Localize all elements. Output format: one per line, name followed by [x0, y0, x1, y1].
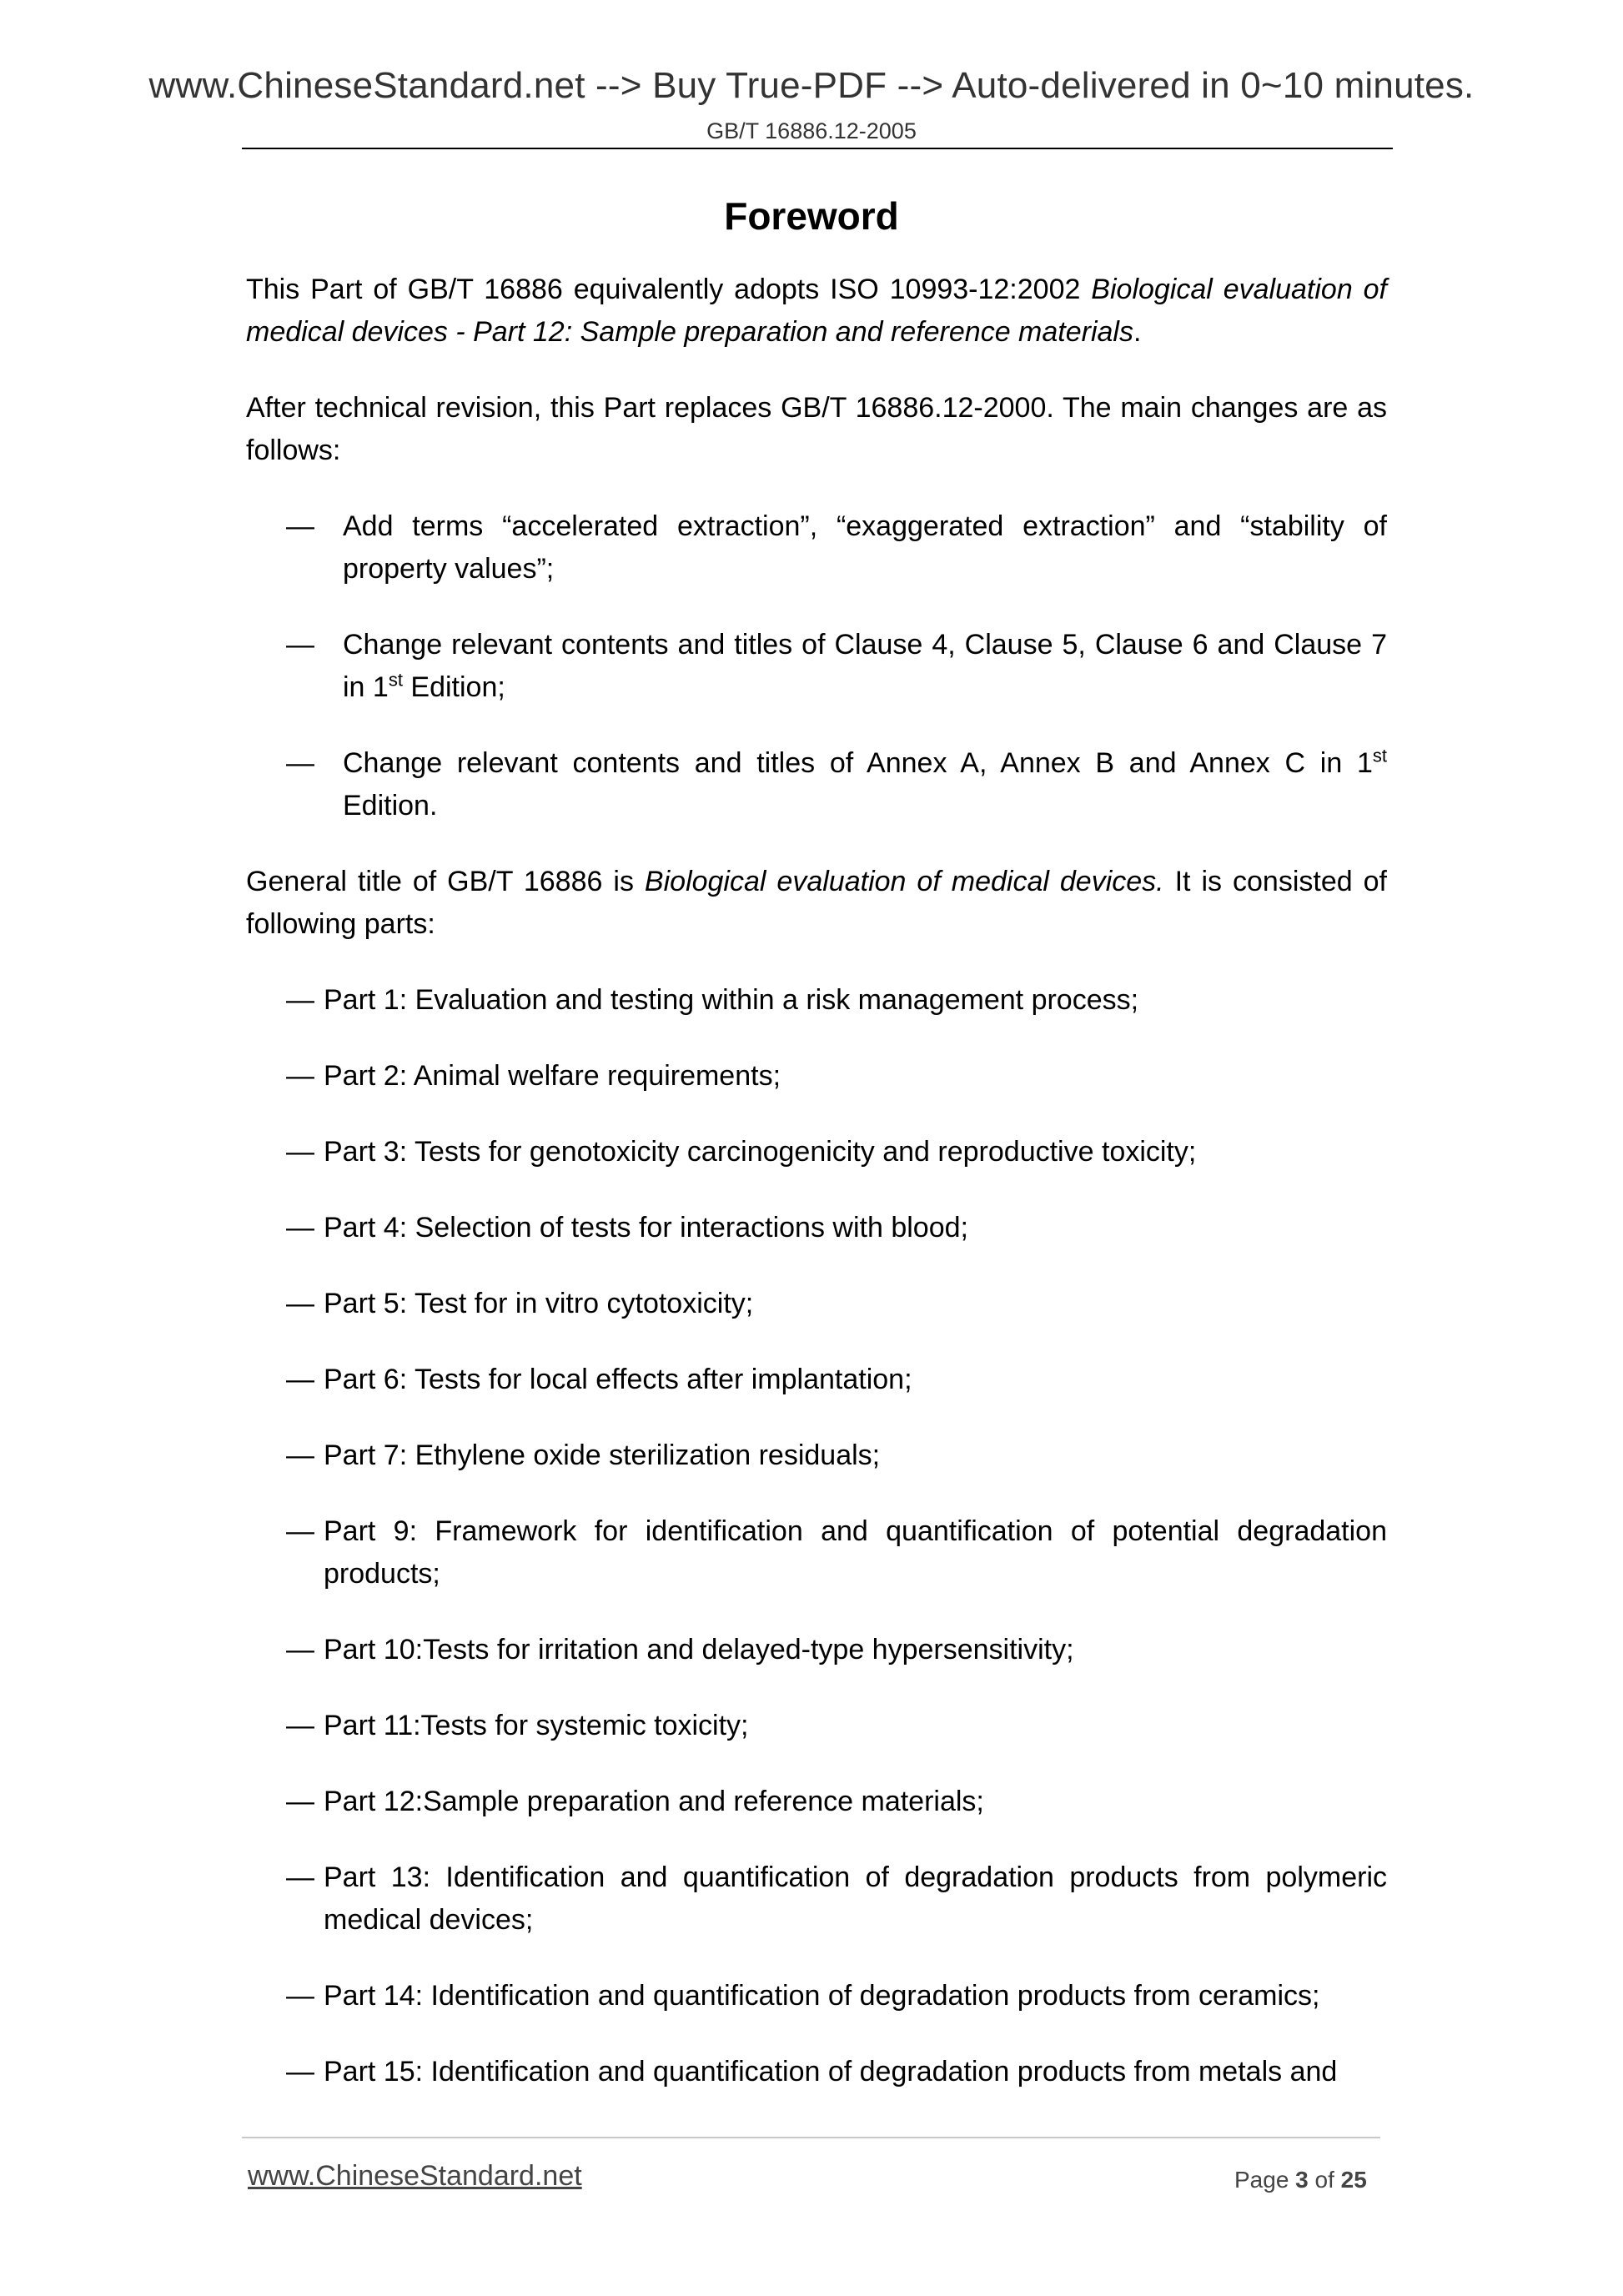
intro-paragraph-1: This Part of GB/T 16886 equivalently adopts ISO 10993-12:2002 Biological evaluation of medical devices - Part 12: Sample preparation and reference materials. [246, 274, 1387, 348]
footer-site-link[interactable]: www.ChineseStandard.net [248, 2160, 582, 2192]
part-list-item: — Part 10:Tests for irritation and delayed-type hypersensitivity; [246, 1629, 1387, 1671]
dash-bullet: — [286, 510, 314, 542]
dash-bullet: — [286, 1861, 314, 1893]
page-number: Page 3 of 25 [1234, 2167, 1367, 2193]
dash-bullet: — [286, 2056, 314, 2088]
dash-bullet: — [286, 747, 314, 779]
part-list-item: — Part 14: Identification and quantification of degradation products from ceramics; [246, 1975, 1387, 2017]
part-list-item: — Part 13: Identification and quantification of degradation products from polymeric medical devices; [246, 1856, 1387, 1942]
dash-bullet: — [286, 1288, 314, 1319]
dash-bullet: — [286, 1364, 314, 1395]
standard-code: GB/T 16886.12-2005 [706, 118, 917, 143]
part-list-item: — Part 7: Ethylene oxide sterilization residuals; [246, 1434, 1387, 1477]
dash-bullet: — [286, 1786, 314, 1817]
dash-bullet: — [286, 1060, 314, 1092]
part-list-item: — Part 12:Sample preparation and reference materials; [246, 1781, 1387, 1823]
series-title: Biological evaluation of medical devices. [644, 866, 1164, 897]
part-list-item: — Part 2: Animal welfare requirements; [246, 1055, 1387, 1098]
part-list-item: — Part 5: Test for in vitro cytotoxicity; [246, 1283, 1387, 1325]
dash-bullet: — [286, 1980, 314, 2012]
dash-bullet: — [286, 1515, 314, 1547]
dash-bullet: — [286, 1136, 314, 1168]
total-pages: 25 [1340, 2167, 1367, 2193]
part-list-item: — Part 9: Framework for identification and quantification of potential degradation products; [246, 1510, 1387, 1595]
dash-bullet: — [286, 1212, 314, 1243]
change-list-item: — Change relevant contents and titles of Annex A, Annex B and Annex C in 1st Edition. [246, 742, 1387, 827]
change-list-item: — Change relevant contents and titles of Clause 4, Clause 5, Clause 6 and Clause 7 in 1st Edition; [246, 624, 1387, 709]
part-list-item: — Part 1: Evaluation and testing within a risk management process; [246, 979, 1387, 1022]
header-divider [242, 148, 1393, 149]
site-banner: www.ChineseStandard.net --> Buy True-PDF --> Auto-delivered in 0~10 minutes. [148, 65, 1475, 106]
part-list-item: — Part 4: Selection of tests for interactions with blood; [246, 1207, 1387, 1249]
intro-paragraph-2: After technical revision, this Part replaces GB/T 16886.12-2000. The main changes are as follows: [246, 392, 1387, 466]
footer-divider [242, 2137, 1380, 2138]
part-list-item: — Part 15: Identification and quantification of degradation products from metals and [246, 2051, 1387, 2093]
part-list-item: — Part 11:Tests for systemic toxicity; [246, 1705, 1387, 1747]
dash-bullet: — [286, 1439, 314, 1471]
iso-title: Biological evaluation of medical devices - Part 12: Sample preparation and reference materials [246, 274, 1387, 348]
part-list-item: — Part 3: Tests for genotoxicity carcinogenicity and reproductive toxicity; [246, 1131, 1387, 1173]
part-list-item: — Part 6: Tests for local effects after implantation; [246, 1359, 1387, 1401]
general-title-paragraph: General title of GB/T 16886 is Biological evaluation of medical devices. It is consisted of following parts: [246, 866, 1387, 940]
document-body [246, 269, 1387, 2127]
dash-bullet: — [286, 1710, 314, 1741]
dash-bullet: — [286, 1634, 314, 1665]
current-page: 3 [1295, 2167, 1309, 2193]
dash-bullet: — [286, 629, 314, 661]
page-title: Foreword [724, 194, 899, 238]
dash-bullet: — [286, 984, 314, 1016]
change-list-item: — Add terms “accelerated extraction”, “exaggerated extraction” and “stability of property values”; [246, 505, 1387, 590]
